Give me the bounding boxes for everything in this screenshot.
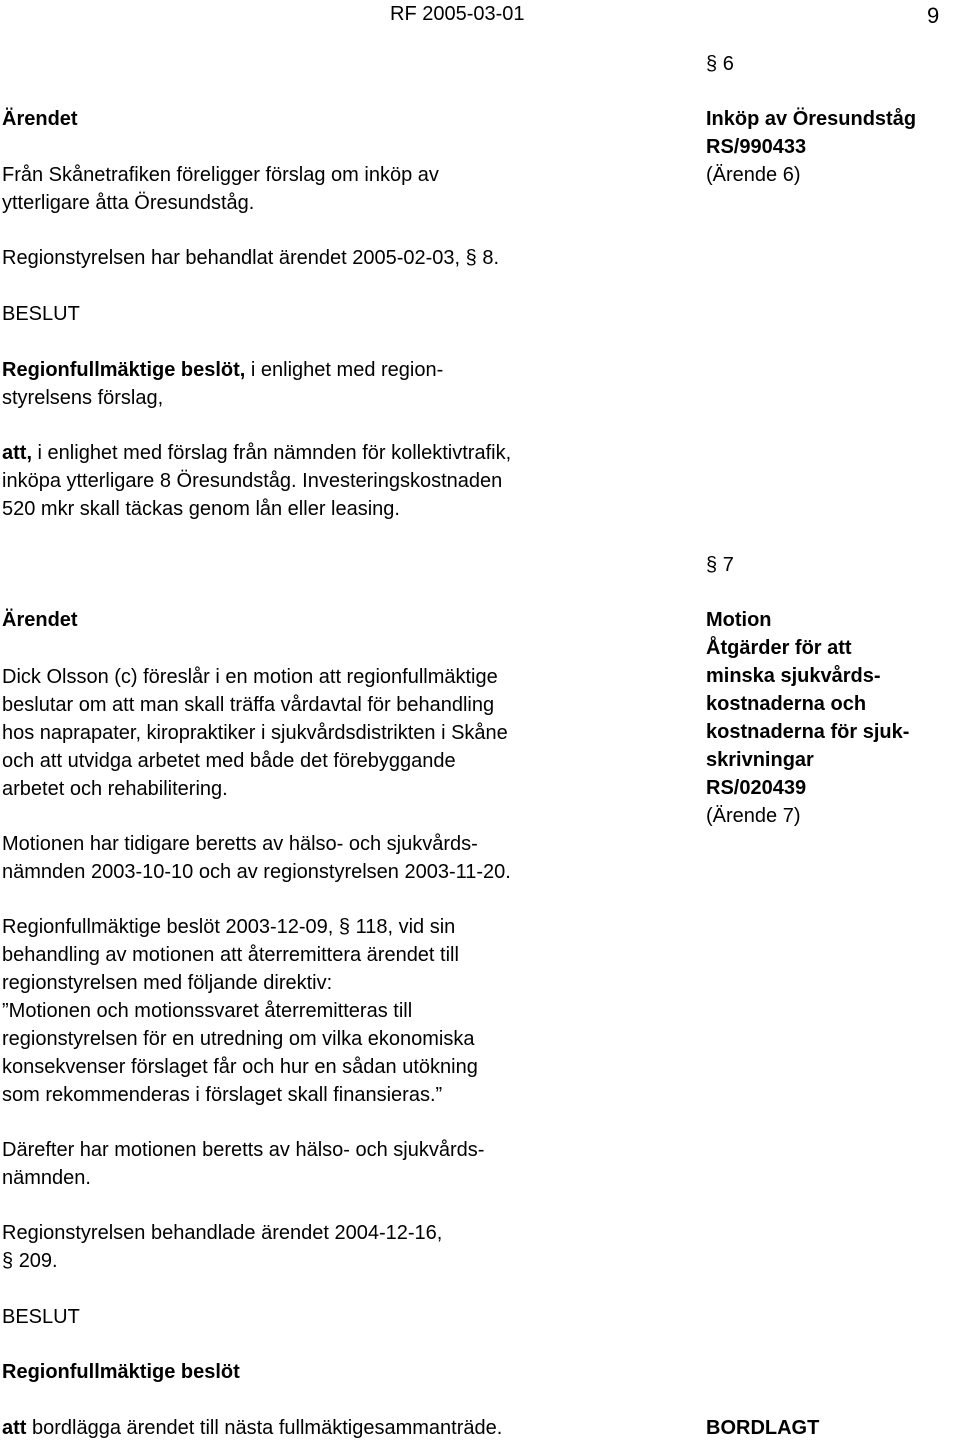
title-line: kostnaderna för sjuk- <box>706 721 910 743</box>
section-symbol: § <box>2 1250 14 1272</box>
att-bold: att, <box>2 442 32 464</box>
text-fragment: 209. <box>18 1250 58 1272</box>
text-line: inköpa ytterligare 8 Öresundståg. Investeringskostnaden <box>2 470 503 492</box>
text-line: Från Skånetrafiken föreligger förslag om inköp av <box>2 164 439 186</box>
title-line: Åtgärder för att <box>706 637 852 659</box>
outcome-badge: BORDLAGT <box>706 1417 820 1439</box>
text-line: konsekvenser förslaget får och hur en sådan utökning <box>2 1056 478 1078</box>
title-line: skrivningar <box>706 749 814 771</box>
section-number: 6 <box>722 53 734 75</box>
section-6-decision <box>2 356 443 412</box>
att-text: i enlighet med förslag från nämnden för kollektivtrafik, <box>32 442 512 464</box>
text-line: Dick Olsson (c) föreslår i en motion att regionfullmäktige <box>2 666 498 688</box>
header-date-code: RF 2005-03-01 <box>390 3 525 25</box>
text-line: Motionen har tidigare beretts av hälso- och sjukvårds- <box>2 833 478 855</box>
text-line: arbetet och rehabilitering. <box>2 778 228 800</box>
text-line: nämnden. <box>2 1167 91 1189</box>
section-7-heading: Ärendet <box>2 609 78 631</box>
text-line: Regionstyrelsen behandlade ärendet 2004-12-16, <box>2 1222 443 1244</box>
section-6-beslut-heading: BESLUT <box>2 303 80 325</box>
section-7-beslut-heading: BESLUT <box>2 1306 80 1328</box>
section-7-para4 <box>2 1136 484 1192</box>
text-line: 520 mkr skall täckas genom lån eller leasing. <box>2 498 400 520</box>
title-line: minska sjukvårds- <box>706 665 881 687</box>
section-7-ref: RS/020439 <box>706 777 807 799</box>
handled-text: Regionstyrelsen har behandlat ärendet 2005-02-03, <box>2 247 461 269</box>
section-6-ref: RS/990433 <box>706 136 807 158</box>
text-line: regionstyrelsen för en utredning om vilka ekonomiska <box>2 1028 475 1050</box>
text-line: ytterligare åtta Öresundståg. <box>2 192 255 214</box>
section-6-att <box>2 439 511 523</box>
text-line: som rekommenderas i förslaget skall finansieras.” <box>2 1084 443 1106</box>
text-fragment: 118, vid sin <box>355 916 456 938</box>
section-7-number <box>706 551 734 579</box>
section-6-handled <box>2 244 499 272</box>
section-symbol: § <box>338 916 351 938</box>
text-line: Därefter har motionen beretts av hälso- och sjukvårds- <box>2 1139 485 1161</box>
section-symbol: § <box>465 247 477 269</box>
text-line: och att utvidga arbetet med både det förebyggande <box>2 750 456 772</box>
decision-rest: i enlighet med region- <box>245 359 444 381</box>
text-line: regionstyrelsen med följande direktiv: <box>2 972 333 994</box>
section-6-number <box>706 50 734 78</box>
section-7-title <box>706 606 909 802</box>
text-fragment: Regionfullmäktige beslöt 2003-12-09, <box>2 916 334 938</box>
section-symbol: § <box>706 53 718 75</box>
text-line: nämnden 2003-10-10 och av regionstyrelsen 2003-11-20. <box>2 861 511 883</box>
section-6-title: Inköp av Öresundståg <box>706 108 917 130</box>
text-line: hos naprapater, kiropraktiker i sjukvårdsdistrikten i Skåne <box>2 722 508 744</box>
text-line: styrelsens förslag, <box>2 387 164 409</box>
section-7-para1 <box>2 663 508 803</box>
att-text: bordlägga ärendet till nästa fullmäktigesammanträde. <box>26 1417 503 1439</box>
handled-paragraph: 8. <box>482 247 500 269</box>
section-symbol: § <box>706 554 718 576</box>
section-7-para2 <box>2 830 511 886</box>
section-7-para3 <box>2 913 478 1109</box>
text-line: ”Motionen och motionssvaret återremitteras till <box>2 1000 413 1022</box>
title-line: Motion <box>706 609 772 631</box>
section-6-intro <box>2 161 439 217</box>
section-7-decision: Regionfullmäktige beslöt <box>2 1361 240 1383</box>
att-bold: att <box>2 1417 27 1439</box>
page-number: 9 <box>927 3 940 28</box>
section-6-heading: Ärendet <box>2 108 78 130</box>
text-line: behandling av motionen att återremittera ärendet till <box>2 944 459 966</box>
section-7-para5 <box>2 1219 442 1275</box>
text-line: beslutar om att man skall träffa vårdavtal för behandling <box>2 694 495 716</box>
decision-bold: Regionfullmäktige beslöt, <box>2 359 246 381</box>
section-7-case: (Ärende 7) <box>706 805 801 827</box>
section-number: 7 <box>722 554 734 576</box>
section-6-case: (Ärende 6) <box>706 164 801 186</box>
section-7-att <box>2 1414 502 1442</box>
title-line: kostnaderna och <box>706 693 867 715</box>
